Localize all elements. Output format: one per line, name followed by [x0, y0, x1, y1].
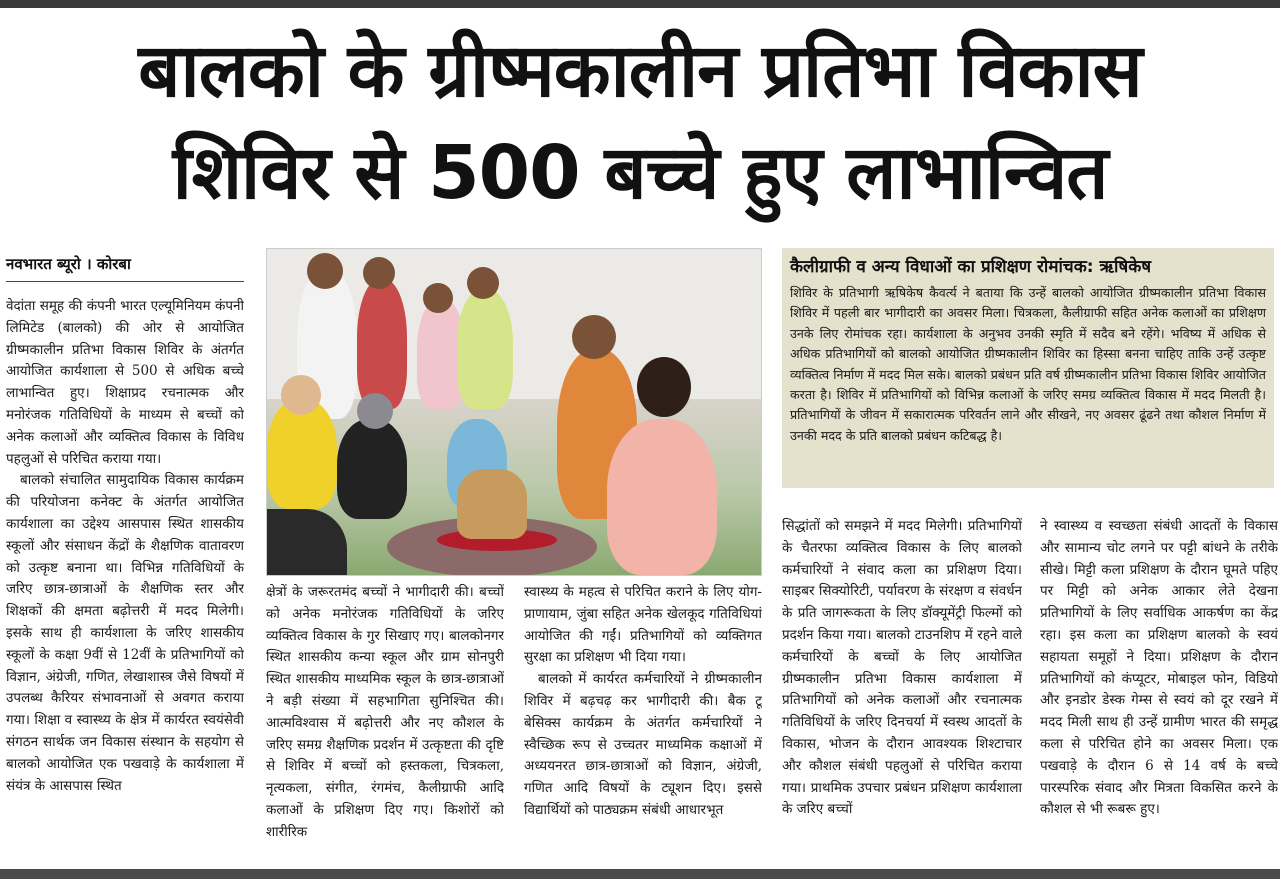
headline	[0, 20, 1280, 224]
paragraph: ने स्वास्थ्य व स्वच्छता संबंधी आदतों के विकास और सामान्य चोट लगने पर पट्टी बांधने के तरीके सीखे। मिट्टी कला प्रशिक्षण के दौरान घूमते पहिए पर मिट्टी को अनेक आकार लेते देखना प्रतिभागियों के लिए सर्वाधिक आकर्षण का केंद्र रहा। इस कला का प्रशिक्षण बालको के स्वयं सहायता समूहों ने दिया। प्रशिक्षण के दौरान प्रतिभागियों को कंप्यूटर, मोबाइल फोन, विडियो और इनडोर डेस्क गेम्स से स्वयं को दूर रखने में मदद मिली साथ ही उन्हें ग्रामीण भारत की समृद्ध कला से परिचित होने का अवसर मिला। एक पखवाड़े के दौरान 6 से 14 वर्ष के बच्चे पारस्परिक संवाद और मित्रता विकसित करने के कौशल से भी रूबरू हुए।	[1040, 518, 1278, 818]
headline-line-2: शिविर से 500 बच्चे हुए लाभान्वित	[172, 130, 1108, 216]
paragraph: बालको संचालित सामुदायिक विकास कार्यक्रम की परियोजना कनेक्ट के अंतर्गत आयोजित कार्यशाला का उद्देश्य आसपास स्थित शासकीय स्कूलों और संसाधन केंद्रों के शैक्षणिक वातावरण को उत्कृष्ट बनाना था। विभिन्न गतिविधियों के जरिए छात्र-छात्राओं के शैक्षणिक स्तर और शिक्षकों की क्षमता बढ़ोत्तरी में मदद मिलेगी। इसके साथ ही कार्यशाला के जरिए शासकीय स्कूलों के कक्षा 9वीं से 12वीं के प्रतिभागियों को विज्ञान, अंग्रेजी, गणित, लेखाशास्त्र जैसे विषयों में उपलब्ध कैरियर संभावनाओं से अवगत कराया गया। शिक्षा व स्वास्थ्य के क्षेत्र में कार्यरत स्वयंसेवी संगठन सार्थक जन विकास संस्थान के सहयोग से बालको आयोजित एक पखवाड़े के कार्यशाला में संयंत्र के आसपास स्थित	[6, 472, 244, 794]
paragraph: वेदांता समूह की कंपनी भारत एल्यूमिनियम कंपनी लिमिटेड (बालको) की ओर से आयोजित ग्रीष्मकालीन प्रतिभा विकास शिविर के अंतर्गत आयोजित कार्यशाला से 500 से अधिक बच्चे लाभान्वित हुए। शिक्षाप्रद रचनात्मक और मनोरंजक गतिविधियों के माध्यम से बच्चों को अनेक कलाओं और व्यक्तित्व विकास के विविध पहलुओं से परिचित कराया गया।	[6, 298, 244, 467]
article-column-5	[1040, 516, 1278, 866]
paragraph: स्वास्थ्य के महत्व से परिचित कराने के लिए योग-प्राणायाम, जुंबा सहित अनेक खेलकूद गतिविधियां आयोजित की गईं। प्रतिभागियों को व्यक्तिगत सुरक्षा का प्रशिक्षण भी दिया गया।	[524, 584, 762, 666]
sidebar-text: शिविर के प्रतिभागी ऋषिकेष कैवर्त्य ने बताया कि उन्हें बालको आयोजित ग्रीष्मकालीन प्रतिभा विकास शिविर में पहली बार भागीदारी का अवसर मिला। चित्रकला, कैलीग्राफी सहित अनेक कलाओं का प्रशिक्षण उनके लिए रोमांचक रहा। कार्यशाला के अनुभव उनकी स्मृति में सदैव बने रहेंगे। भविष्य में अधिक से अधिक प्रतिभागियों को बालको आयोजित ग्रीष्मकालीन शिविर का हिस्सा बनना चाहिए ताकि उन्हें उत्कृष्ट व्यक्तित्व निर्माण में मदद मिल सके। बालको प्रबंधन प्रति वर्ष ग्रीष्मकालीन प्रतिभा विकास शिविर आयोजित करता है। शिविर में प्रतिभागियों को विभिन्न कलाओं के जरिए समग्र व्यक्तित्व विकास में मदद मिलती है। प्रतिभागियों के जीवन में सकारात्मक परिवर्तन लाने और सीखने, नए अवसर ढूंढने तथा कौशल निर्माण में उनकी मदद के प्रति बालको प्रबंधन कटिबद्ध है।	[790, 285, 1266, 443]
paragraph: बालको में कार्यरत कर्मचारियों ने ग्रीष्मकालीन शिविर में बढ़चढ़ कर भागीदारी की। बैक टू बेसिक्स कार्यक्रम के अंतर्गत कर्मचारियों ने स्वैच्छिक रूप से उच्चतर माध्यमिक कक्षाओं में अध्ययनरत छात्र-छात्राओं को विज्ञान, अंग्रेजी, गणित आदि विषयों के ट्यूशन दिए। इससे विद्यार्थियों को पाठ्यक्रम संबंधी आधारभूत	[524, 671, 762, 818]
photo-child-head	[357, 393, 393, 429]
photo-girl-potter-figure	[607, 419, 717, 575]
bottom-border	[0, 869, 1280, 879]
paragraph: क्षेत्रों के जरूरतमंद बच्चों ने भागीदारी की। बच्चों को अनेक मनोरंजक गतिविधियों के जरिए व्यक्तित्व विकास के गुर सिखाए गए। बालकोनगर स्थित शासकीय कन्या स्कूल और ग्राम सोनपुरी स्थित शासकीय माध्यमिक स्कूल के छात्र-छात्राओं ने बड़ी संख्या में सहभागिता सुनिश्चित की। आत्मविश्वास में बढ़ोत्तरी और नए कौशल के जरिए समग्र शैक्षणिक प्रदर्शन में उत्कृष्टता की दृष्टि से शिविर में बच्चों को हस्तकला, चित्रकला, नृत्यकला, संगीत, रंगमंच, कैलीग्राफी आदि कलाओं के प्रशिक्षण दिए गए। किशोरों को शारीरिक	[266, 584, 504, 840]
photo-child-head	[423, 283, 453, 313]
photo-child-head	[281, 375, 321, 415]
photo-camera-foreground	[267, 509, 347, 575]
photo-child-head	[467, 267, 499, 299]
paragraph: सिद्धांतों को समझने में मदद मिलेगी। प्रतिभागियों के चैतरफा व्यक्तित्व विकास के लिए बालको कर्मचारियों ने संवाद कला का प्रशिक्षण दिया। साइबर सिक्योरिटी, पर्यावरण के संरक्षण व संवर्धन के प्रति जागरूकता के लिए डॉक्यूमेंट्री फिल्मों को प्रदर्शन किया गया। बालको टाउनशिप में रहने वाले कर्मचारियों के बच्चों के लिए आयोजित ग्रीष्मकालीन प्रतिभा विकास कार्यशाला में प्रतिभागियों को अनेक कलाओं और रचनात्मक गतिविधियों के जरिए दिनचर्या में स्वस्थ आदतों के विकास, भोजन के दौरान आवश्यक शिश्टाचार और कौशल संबंधी पहलुओं से परिचित कराया गया। प्राथमिक उपचार प्रबंधन प्रशिक्षण कार्यशाला के जरिए बच्चों	[782, 518, 1022, 818]
photo-child-figure	[267, 399, 337, 509]
sidebar-heading: कैलीग्राफी व अन्य विधाओं का प्रशिक्षण रोमांचक: ऋषिकेष	[790, 257, 1152, 277]
article-column-1	[6, 296, 244, 866]
article-column-4	[782, 516, 1022, 866]
photo-woman-head	[572, 315, 616, 359]
photo-child-figure	[337, 419, 407, 519]
photo-child-head	[307, 253, 343, 289]
byline: नवभारत ब्यूरो । कोरबा	[6, 254, 244, 282]
photo-child-head	[363, 257, 395, 289]
photo-clay-pot	[457, 469, 527, 539]
article-column-3	[524, 582, 762, 864]
article-column-2	[266, 582, 504, 864]
photo-child-figure	[357, 279, 407, 409]
top-border	[0, 0, 1280, 8]
headline-line-1: बालको के ग्रीष्मकालीन प्रतिभा विकास	[138, 28, 1142, 114]
photo-child-figure	[457, 289, 513, 409]
photo-girl-potter-head	[637, 357, 691, 417]
sidebar-box	[782, 248, 1274, 488]
news-photo-pottery-workshop	[266, 248, 762, 576]
